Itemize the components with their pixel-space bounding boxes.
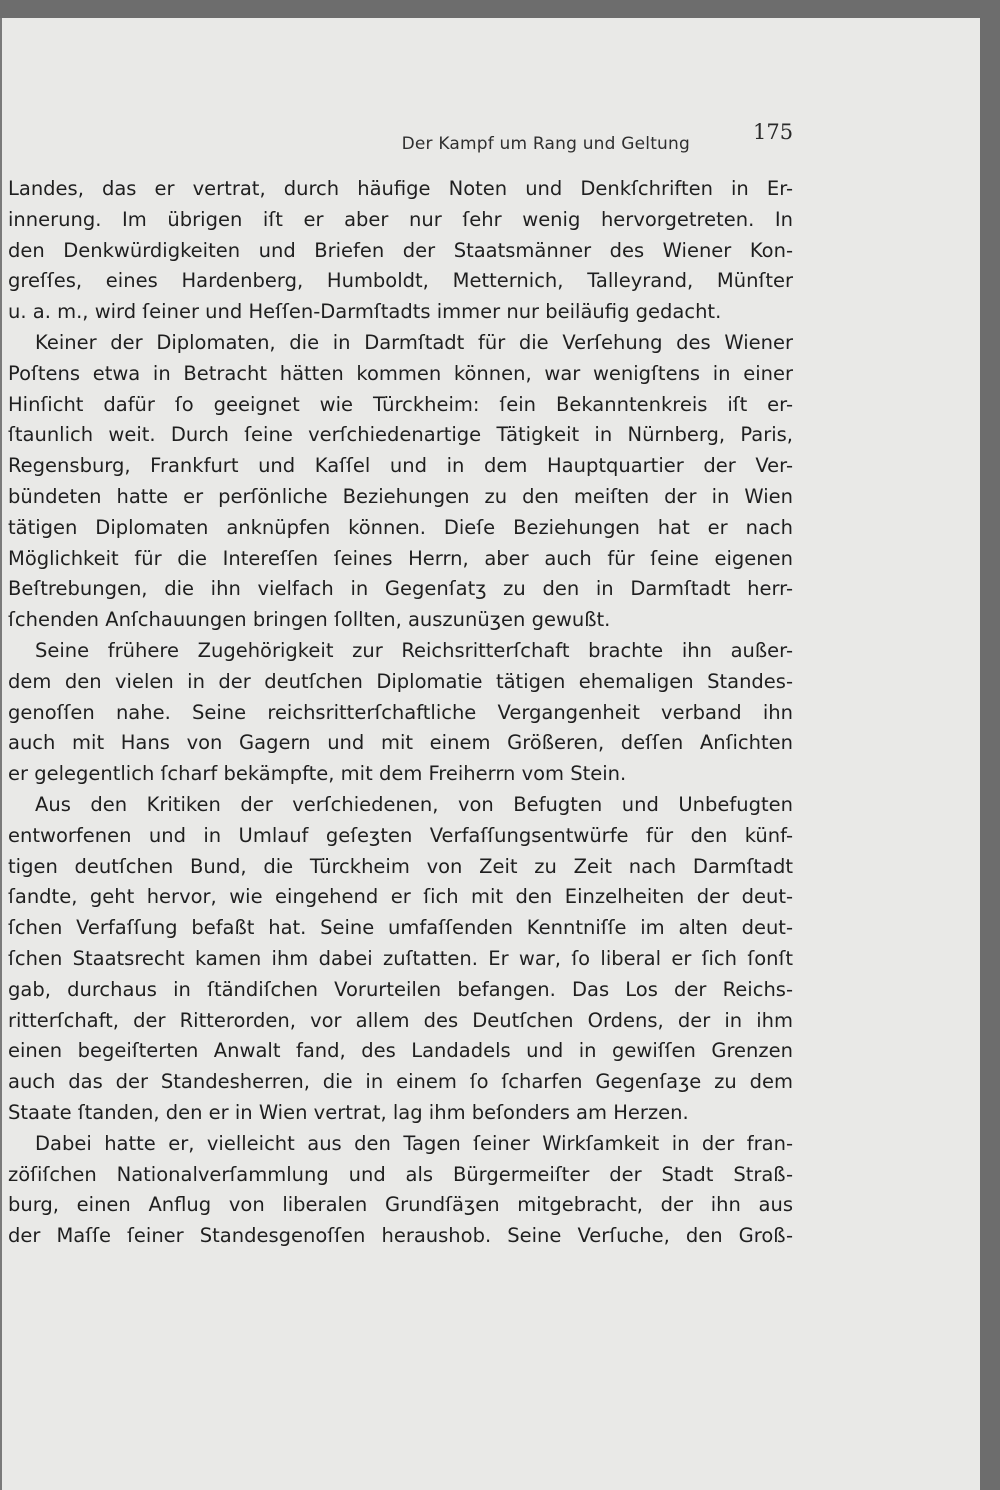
- text-line: greſſes, eines Hardenberg, Humboldt, Metternich, Talleyrand, Münſter: [8, 269, 793, 293]
- text-line: ſchenden Anſchauungen bringen ſollten, auszunüʒen gewußt.: [8, 608, 611, 632]
- text-line: Dabei hatte er, vielleicht aus den Tagen ſeiner Wirkſamkeit in der fran-: [35, 1131, 793, 1155]
- text-line: er gelegentlich ſcharf bekämpfte, mit dem Freiherrn vom Stein.: [8, 762, 627, 786]
- text-line: burg, einen Anflug von liberalen Grundſäʒen mitgebracht, der ihn aus: [8, 1193, 793, 1217]
- running-title: Der Kampf um Rang und Geltung: [401, 134, 690, 154]
- text-line: genoſſen nahe. Seine reichsritterſchaftliche Vergangenheit verband ihn: [8, 700, 793, 724]
- book-page: [0, 18, 980, 1490]
- text-line: Staate ſtanden, den er in Wien vertrat, lag ihm beſonders am Herzen.: [8, 1100, 689, 1124]
- text-line: Landes, das er vertrat, durch häufige Noten und Denkſchriften in Er-: [8, 177, 793, 200]
- text-line: der Maſſe ſeiner Standesgenoſſen heraushob. Seine Verſuche, den Groß-: [8, 1224, 793, 1248]
- page-header: [0, 114, 980, 154]
- text-line: Regensburg, Frankfurt und Kaſſel und in dem Hauptquartier der Ver-: [8, 454, 793, 478]
- text-line: auch mit Hans von Gagern und mit einem Größeren, deſſen Anſichten: [8, 731, 793, 755]
- text-line: Aus den Kritiken der verſchiedenen, von Befugten und Unbefugten: [35, 792, 793, 816]
- text-line: innerung. Im übrigen iſt er aber nur ſehr wenig hervorgetreten. In: [8, 207, 793, 231]
- text-line: Keiner der Diplomaten, die in Darmſtadt für die Verſehung des Wiener: [35, 330, 793, 354]
- text-line: entworfenen und in Umlauf geſeʒten Verfaſſungsentwürfe für den künf-: [8, 823, 793, 847]
- text-line: ſtaunlich weit. Durch ſeine verſchiedenartige Tätigkeit in Nürnberg, Paris,: [8, 423, 793, 447]
- text-line: tätigen Diplomaten anknüpfen können. Dieſe Beziehungen hat er nach: [8, 515, 793, 539]
- text-line: ſchen Staatsrecht kamen ihm dabei zuſtatten. Er war, ſo liberal er ſich ſonſt: [8, 946, 793, 970]
- text-line: Seine frühere Zugehörigkeit zur Reichsritterſchaft brachte ihn außer-: [35, 638, 793, 662]
- text-line: Beſtrebungen, die ihn vielfach in Gegenſatʒ zu den in Darmſtadt herr-: [8, 577, 793, 601]
- text-line: Poſtens etwa in Betracht hätten kommen können, war wenigſtens in einer: [8, 361, 793, 385]
- text-line: einen begeiſterten Anwalt fand, des Landadels und in gewiſſen Grenzen: [8, 1039, 793, 1063]
- text-line: dem den vielen in der deutſchen Diplomatie tätigen ehemaligen Standes-: [8, 669, 793, 693]
- text-line: Hinſicht dafür ſo geeignet wie Türckheim: ſein Bekanntenkreis iſt er-: [8, 392, 793, 416]
- text-line: bündeten hatte er perſönliche Beziehungen zu den meiſten der in Wien: [8, 484, 793, 508]
- body-text: [8, 174, 793, 1252]
- text-line: u. a. m., wird ſeiner und Heſſen-Darmſtadts immer nur beiläufig gedacht.: [8, 300, 722, 324]
- text-line: auch das der Standesherren, die in einem ſo ſcharfen Gegenſaʒe zu dem: [8, 1070, 793, 1094]
- text-line: ſchen Verfaſſung befaßt hat. Seine umfaſſenden Kenntniſſe im alten deut-: [8, 916, 793, 940]
- text-line: ritterſchaft, der Ritterorden, vor allem des Deutſchen Ordens, der in ihm: [8, 1008, 793, 1032]
- text-line: tigen deutſchen Bund, die Türckheim von Zeit zu Zeit nach Darmſtadt: [8, 854, 793, 878]
- text-line: den Denkwürdigkeiten und Briefen der Staatsmänner des Wiener Kon-: [8, 238, 793, 262]
- text-line: gab, durchaus in ſtändiſchen Vorurteilen befangen. Das Los der Reichs-: [8, 977, 793, 1001]
- text-line: Möglichkeit für die Intereſſen ſeines Herrn, aber auch für ſeine eigenen: [8, 546, 793, 570]
- text-line: ſandte, geht hervor, wie eingehend er ſich mit den Einzelheiten der deut-: [8, 885, 793, 909]
- text-line: zöſiſchen Nationalverſammlung und als Bürgermeiſter der Stadt Straß-: [8, 1162, 793, 1186]
- page-number: 175: [753, 120, 794, 144]
